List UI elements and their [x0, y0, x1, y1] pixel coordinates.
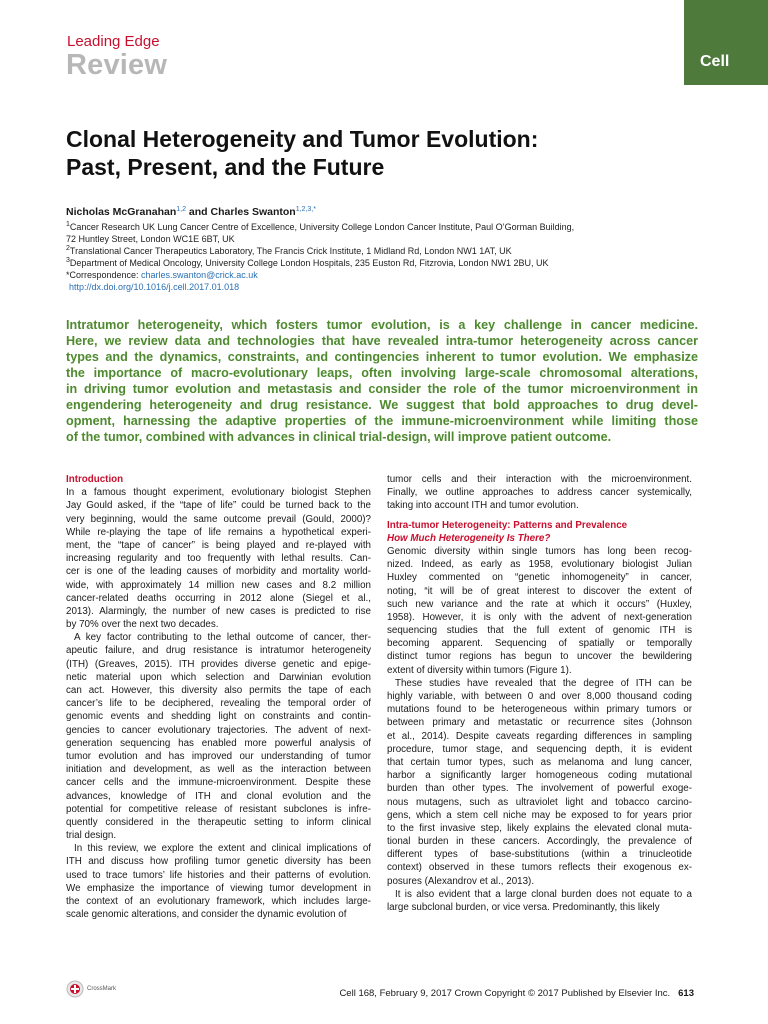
body-text-line: scale genomic alterations, and consider the dynamic evolution of	[66, 909, 347, 921]
affiliation-2	[66, 245, 512, 257]
crossmark-label: CrossMark	[87, 986, 117, 992]
left-column	[66, 473, 371, 921]
body-text-line: used to trace tumors’ life histories and their patterns of evolution.	[66, 869, 371, 881]
body-text-line: advances, knowledge of ITH and clonal evolution and the	[66, 790, 371, 802]
body-text-line: very beginning, would the same outcome prevail (Gould, 2000)?	[66, 513, 371, 525]
doi-link[interactable]: http://dx.doi.org/10.1016/j.cell.2017.01.018	[69, 282, 240, 292]
author-joiner: and	[186, 206, 211, 218]
abstract-line: opment, harnessing the adaptive properties of the immune-microenvironment while limiting those	[66, 414, 698, 428]
body-text-line: trial design.	[66, 830, 117, 842]
title-line: Past, Present, and the Future	[66, 154, 385, 180]
body-text-line: gencies to cancer evolutionary trajectories. The advent of next-	[66, 724, 371, 736]
crossmark-badge[interactable]	[66, 980, 116, 998]
body-text-line: that certain tumor types, such as melanoma and lung cancer,	[387, 756, 692, 768]
journal-logo-tab	[684, 0, 768, 85]
author-affiliation-marker[interactable]: 1,2	[176, 206, 187, 213]
body-text-line: genomic events and shedding light on constraints and contin-	[66, 711, 371, 723]
body-text-line: 2013). Alarmingly, the number of new cases is predicted to rise	[66, 605, 371, 617]
body-text-line: We emphasize the importance of viewing tumor development in	[66, 882, 371, 894]
affiliation-1	[66, 221, 574, 233]
body-text-line: can act. However, this diversity also permits the tape of each	[66, 685, 371, 696]
section-heading-introduction: Introduction	[66, 474, 124, 485]
body-text-line: While re-playing the tape of life remains a hypothetical experi-	[66, 526, 371, 538]
crossmark-icon	[66, 980, 84, 998]
correspondence	[66, 269, 258, 281]
section-label: Leading Edge	[67, 33, 160, 50]
body-text-line: such new variance and the rate at which it occurs” (Huxley,	[387, 598, 692, 610]
page-number: 613	[678, 988, 694, 999]
body-text-line: ment, the “tape of cancer” is being played and re-played with	[66, 539, 371, 551]
body-text-line: highly variable, with between 0 and over 8,000 thousand coding	[387, 691, 692, 702]
body-text-line: extent of diversity within tumors (Figure 1).	[387, 664, 572, 676]
body-text-line: Finally, we outline approaches to address cancer systemically,	[387, 487, 692, 499]
abstract-line: types and the dynamics, constraints, and contingencies inherent to tumor evolution. We emphasize	[66, 350, 698, 364]
body-text-line: procedure, tumor stage, and sequencing depth, it is evident	[387, 743, 692, 755]
right-column	[387, 473, 692, 914]
affiliation-number: 2	[66, 245, 70, 252]
body-text-line: becoming apparent. Sequencing of spatially or temporally	[387, 638, 692, 650]
body-text-line: tumor cells and their interaction with the microenvironment.	[387, 474, 692, 485]
correspondence-label: *Correspondence:	[66, 270, 142, 280]
body-text-line: cancer-related deaths occurring in 2012 alone (Siegel et al.,	[66, 592, 371, 604]
affiliation-1-cont: 72 Huntley Street, London WC1E 6BT, UK	[66, 234, 235, 244]
body-text-line: In this review, we explore the extent and clinical implications of	[74, 843, 371, 855]
body-text-line: nous mutagens, such as ultraviolet light and tobacco carcino-	[387, 796, 692, 808]
body-text-line: potential for competitive release of resistant subclones is infre-	[66, 803, 371, 815]
body-text-line: burden than other types. The involvement of powerful exoge-	[387, 783, 692, 795]
body-text-line: harbor a significantly larger homogeneous coding mutational	[387, 770, 692, 782]
body-text-line: posures (Alexandrov et al., 2013).	[387, 875, 535, 887]
body-text-line: cancer’s life to be deciphered, revealing the temporal order of	[66, 698, 371, 710]
body-text-line: It is also evident that a large clonal burden does not equate to a	[395, 888, 692, 900]
body-text-line: between primary and metastatic or recurrence sites (Johnson	[387, 717, 692, 729]
body-text-line: apeutic failure, and drug resistance is intratumor heterogeneity	[66, 645, 371, 657]
body-text-line: quently considered in the therapeutic setting to inform clinical	[66, 816, 371, 828]
abstract-line: the importance of macro-evolutionary leaps, often involving large-scale chromosomal alterations,	[66, 366, 698, 380]
abstract-line: engendering heterogeneity and drug resistance. We suggest that bold approaches to drug devel-	[66, 398, 698, 412]
article-title	[66, 125, 626, 181]
body-text-line: noting, “it will be of great interest to discover the extent of	[387, 585, 692, 597]
body-text-line: distinct tumor regions has begun to uncover the bewildering	[387, 651, 692, 663]
section-heading-ith: Intra-tumor Heterogeneity: Patterns and Prevalence	[387, 519, 628, 531]
body-text-line: gens, which a stem cell niche may be exposed to for years prior	[387, 809, 692, 821]
body-text-line: These studies have revealed that the degree of ITH can be	[395, 677, 692, 689]
body-text-line: nized. Indeed, as early as 1958, evolutionary biologist Julian	[387, 559, 692, 571]
right-column-continuation	[387, 473, 692, 513]
author-name: Nicholas McGranahan	[66, 206, 177, 218]
body-text-line: 1958). However, it is only with the advent of next-generation	[387, 611, 692, 623]
abstract	[66, 317, 698, 445]
body-text-line: to the first invasive step, likely explains the elevated clonal muta-	[387, 822, 692, 834]
body-text-line: context) observed in these tumors reflects their exogenous ex-	[387, 862, 692, 874]
subsection-heading: How Much Heterogeneity Is There?	[387, 532, 551, 544]
body-text-line: initiation and development, as well as the interaction between	[66, 764, 371, 776]
body-text-line: tional burden in these cancers. Accordingly, the prevalence of	[387, 836, 692, 848]
affiliation-number: 1	[66, 221, 70, 228]
article-type: Review	[66, 49, 168, 81]
body-text-line: et al., 2014). Despite caveats regarding differences in sampling	[387, 730, 692, 742]
journal-name: Cell	[700, 53, 730, 70]
correspondence-email-link[interactable]: charles.swanton@crick.ac.uk	[141, 270, 258, 280]
body-text-line: sequencing studies that the full extent of genomic ITH is	[387, 625, 692, 637]
body-text-line: different types of base-substitutions (within a trinucleotide	[387, 849, 692, 861]
body-text-line: by 70% over the next two decades.	[66, 619, 219, 631]
body-text-line: Genomic diversity within single tumors has long been recog-	[387, 545, 692, 557]
body-text-line: In a famous thought experiment, evolutionary biologist Stephen	[66, 487, 371, 499]
abstract-line: of the tumor, combined with advances in clinical trial-design, will improve patient outcome.	[66, 430, 612, 444]
body-text-line: ITH and discuss how profiling tumor genetic diversity has been	[66, 856, 371, 868]
body-text-line: cancer cells and the immune-microenvironment. Despite these	[66, 777, 371, 789]
author-affiliation-marker[interactable]: 1,2,3,*	[295, 206, 316, 213]
body-text-line: taking into account ITH and tumor evolution.	[387, 500, 579, 512]
body-text-line: Huxley commented on “genetic inhomogeneity” in cancer,	[387, 572, 692, 584]
body-text-line: mutations found to be heterogeneous within primary tumors or	[387, 704, 692, 716]
affiliation-text: Department of Medical Oncology, University College London Hospitals, 235 Euston Rd, Fitzrovia, London NW1 2BU, UK	[69, 258, 549, 268]
author-list	[66, 206, 316, 218]
body-text-line: Jay Gould asked, if the “tape of life” could be turned back to the	[66, 500, 371, 512]
affiliation-3	[66, 257, 548, 269]
footer-citation: Cell 168, February 9, 2017 Crown Copyright © 2017 Published by Elsevier Inc.	[339, 988, 671, 999]
abstract-line: in driving tumor evolution and metastasis and consider the role of the tumor microenvironment in	[66, 382, 698, 396]
body-text-line: generation sequencing has enabled more powerful analysis of	[66, 737, 371, 749]
body-text-line: increasing regularity and too frequently with lethal results. Can-	[66, 553, 371, 565]
author-name: Charles Swanton	[210, 206, 296, 218]
title-line: Clonal Heterogeneity and Tumor Evolution:	[66, 126, 539, 152]
abstract-line: Intratumor heterogeneity, which fosters tumor evolution, is a key challenge in cancer medicine.	[66, 318, 698, 332]
right-column-body	[387, 545, 692, 914]
body-text-line: cer is one of the leading causes of morbidity and mortality world-	[66, 566, 371, 578]
body-text-line: tumor evolution and has improved our understanding of tumor	[66, 750, 371, 762]
affiliation-number: 3	[66, 257, 70, 264]
body-text-line: the context of an evolutionary framework, which includes large-	[66, 896, 371, 907]
abstract-line: Here, we review data and technologies that have revealed intra-tumor heterogeneity across cancer	[66, 334, 698, 348]
body-text-line: A key factor contributing to the lethal outcome of cancer, ther-	[74, 632, 371, 644]
page-footer	[339, 988, 694, 999]
affiliation-text: Cancer Research UK Lung Cancer Centre of Excellence, University College London Cancer Institute, Paul O’Gorman Building,	[69, 222, 575, 232]
body-text-line: large subclonal burden, or vice versa. Predominantly, this likely	[387, 902, 660, 913]
body-text-line: netic material upon which selection and Darwinian evolution	[66, 671, 371, 683]
left-column-body	[66, 486, 371, 921]
affiliation-text: Translational Cancer Therapeutics Laboratory, The Francis Crick Institute, 1 Midland Rd, London NW1 1AT, UK	[69, 246, 512, 256]
body-text-line: wide, with approximately 14 million new cases and 8.2 million	[66, 579, 371, 591]
body-text-line: (ITH) (Greaves, 2015). ITH provides diverse genetic and epige-	[66, 658, 371, 670]
